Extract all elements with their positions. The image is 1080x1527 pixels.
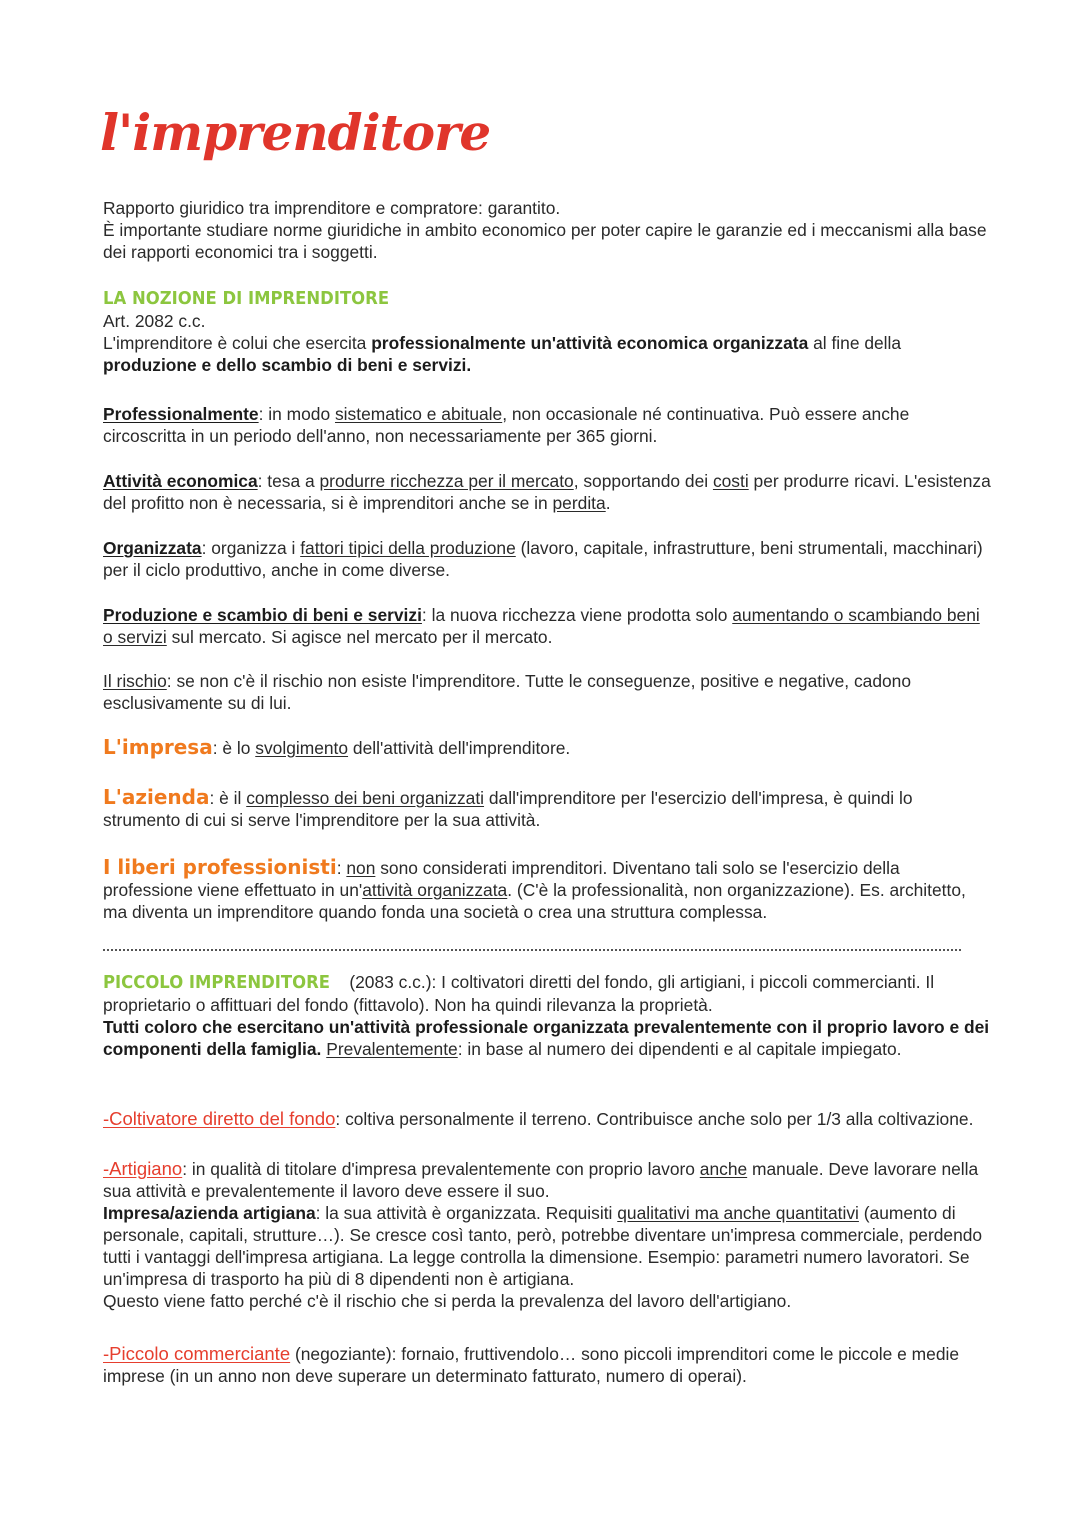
term-label: Professionalmente	[103, 404, 259, 424]
azienda-paragraph: L'azienda: è il complesso dei beni organizzati dall'imprenditore per l'esercizio dell'impresa, è quindi lo strumento di cui si serve l'imprenditore per la sua attività.	[103, 785, 913, 830]
page-title: l'imprenditore	[100, 103, 491, 162]
section-heading: L'azienda	[103, 785, 210, 809]
produzione-paragraph: Produzione e scambio di beni e servizi: la nuova ricchezza viene prodotta solo aumentando o scambiando beni o servizi sul mercato. Si agisce nel mercato per il mercato.	[103, 605, 980, 647]
professionalmente-paragraph: Professionalmente: in modo sistematico e abituale, non occasionale né continuativa. Può essere anche circoscritta in un periodo dell'anno, non necessariamente per 365 giorni.	[103, 404, 910, 446]
intro-line: Rapporto giuridico tra imprenditore e compratore: garantito.	[103, 198, 561, 218]
dotted-divider	[103, 949, 961, 951]
definition-paragraph: L'imprenditore è colui che esercita professionalmente un'attività economica organizzata al fine della produzione e dello scambio di beni e servizi.	[103, 333, 902, 375]
article-ref: Art. 2082 c.c.	[103, 311, 206, 331]
term-label: Attività economica	[103, 471, 258, 491]
intro-paragraph	[103, 197, 993, 263]
artigiano-paragraph: -Artigiano: in qualità di titolare d'impresa prevalentemente con proprio lavoro anche manuale. Deve lavorare nella sua attività e prevalentemente il lavoro deve essere il suo. Impresa/azienda artigiana: la sua attività è organizzata. Requisiti qualitativi ma anche quantitativi (aumento di personale, capitali, strutture…). Se cresce così tanto, però, potrebbe diventare un'impresa commerciale, perdendo tutti i vantaggi dell'impresa artigiana. La legge controlla la dimensione. Esempio: parametri numero lavoratori. Se un'impresa di trasporto ha più di 8 dipendenti non è artigiana. Questo viene fatto perché c'è il rischio che si perda la prevalenza del lavoro dell'artigiano.	[103, 1158, 983, 1311]
intro-line: È importante studiare norme giuridiche in ambito economico per poter capire le garanzie ed i meccanismi alla base dei rapporti economici tra i soggetti.	[103, 220, 987, 262]
coltivatore-paragraph: -Coltivatore diretto del fondo: coltiva personalmente il terreno. Contribuisce anche solo per 1/3 alla coltivazione.	[103, 1108, 974, 1129]
rischio-paragraph: Il rischio: se non c'è il rischio non esiste l'imprenditore. Tutte le conseguenze, positive e negative, cadono esclusivamente su di lui.	[103, 671, 912, 713]
section-heading: -Artigiano	[103, 1158, 183, 1179]
section-heading: -Coltivatore diretto del fondo	[103, 1108, 336, 1129]
section-heading: LA NOZIONE DI IMPRENDITORE	[103, 289, 390, 309]
section-heading: L'impresa	[103, 735, 213, 759]
term-label: Organizzata	[103, 538, 202, 558]
term-label: Il rischio	[103, 671, 167, 691]
section-heading: -Piccolo commerciante	[103, 1343, 291, 1364]
nozione-section	[103, 287, 993, 376]
section-heading: PICCOLO IMPRENDITORE	[103, 973, 331, 993]
impresa-paragraph: L'impresa: è lo svolgimento dell'attività dell'imprenditore.	[103, 735, 571, 759]
section-heading: I liberi professionisti	[103, 855, 337, 879]
organizzata-paragraph: Organizzata: organizza i fattori tipici della produzione (lavoro, capitale, infrastrutture, beni strumentali, macchinari) per il ciclo produttivo, anche in come diverse.	[103, 538, 983, 580]
liberi-paragraph: I liberi professionisti: non sono considerati imprenditori. Diventano tali solo se l'esercizio della professione viene effettuato in un'attività organizzata. (C'è la professionalità, non organizzazione). Es. architetto, ma diventa un imprenditore quando fonda una società o crea una struttura complessa.	[103, 855, 966, 922]
attivita-paragraph: Attività economica: tesa a produrre ricchezza per il mercato, sopportando dei costi per produrre ricavi. L'esistenza del profitto non è necessaria, si è imprenditori anche se in perdita.	[103, 471, 991, 513]
commerciante-paragraph: -Piccolo commerciante (negoziante): fornaio, fruttivendolo… sono piccoli imprenditori come le piccole e medie imprese (in un anno non deve superare un determinato fatturato, numero di operai).	[103, 1343, 960, 1386]
piccolo-paragraph: PICCOLO IMPRENDITORE (2083 c.c.): I coltivatori diretti del fondo, gli artigiani, i piccoli commercianti. Il proprietario o affittuari del fondo (fittavolo). Non ha quindi rilevanza la proprietà. Tutti coloro che esercitano un'attività professionale organizzata prevalentemente con il proprio lavoro e dei componenti della famiglia. Prevalentemente: in base al numero dei dipendenti e al capitale impiegato.	[103, 972, 990, 1059]
term-label: Produzione e scambio di beni e servizi	[103, 605, 422, 625]
